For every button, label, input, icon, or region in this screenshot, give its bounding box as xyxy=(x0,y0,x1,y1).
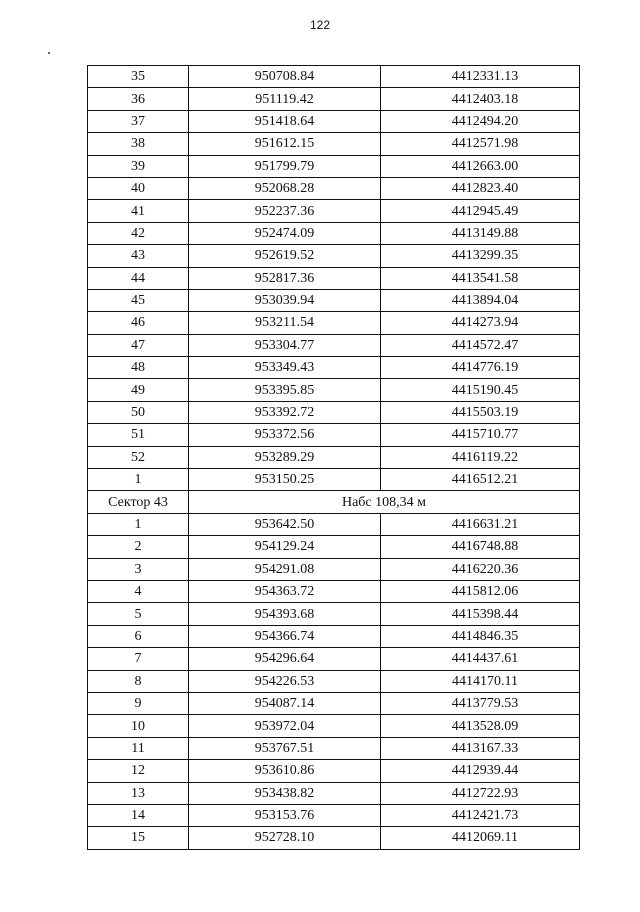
coordinate-y: 4412722.93 xyxy=(381,782,580,804)
coordinate-x: 953349.43 xyxy=(189,357,381,379)
table-row xyxy=(88,827,580,849)
coordinate-y: 4413894.04 xyxy=(381,289,580,311)
point-number: 36 xyxy=(88,88,189,110)
point-number: 38 xyxy=(88,133,189,155)
point-number: 52 xyxy=(88,446,189,468)
coordinate-y: 4413541.58 xyxy=(381,267,580,289)
table-row xyxy=(88,737,580,759)
point-number: 46 xyxy=(88,312,189,334)
coordinate-x: 953642.50 xyxy=(189,513,381,535)
coordinate-x: 952817.36 xyxy=(189,267,381,289)
coordinate-x: 953438.82 xyxy=(189,782,381,804)
coordinate-x: 952068.28 xyxy=(189,177,381,199)
coordinate-x: 952237.36 xyxy=(189,200,381,222)
point-number: 42 xyxy=(88,222,189,244)
table-row xyxy=(88,670,580,692)
coordinate-y: 4414846.35 xyxy=(381,625,580,647)
table-row xyxy=(88,289,580,311)
table-row xyxy=(88,66,580,88)
coordinate-y: 4412823.40 xyxy=(381,177,580,199)
coordinate-y: 4412494.20 xyxy=(381,110,580,132)
coordinate-x: 951612.15 xyxy=(189,133,381,155)
table-row xyxy=(88,580,580,602)
table-row xyxy=(88,133,580,155)
page-number: 122 xyxy=(309,18,331,32)
coordinate-x: 953395.85 xyxy=(189,379,381,401)
point-number: 14 xyxy=(88,804,189,826)
coordinate-y: 4412939.44 xyxy=(381,760,580,782)
coordinate-y: 4416220.36 xyxy=(381,558,580,580)
point-number: 10 xyxy=(88,715,189,737)
point-number: 39 xyxy=(88,155,189,177)
coordinate-x: 953304.77 xyxy=(189,334,381,356)
point-number: 2 xyxy=(88,536,189,558)
coordinate-x: 953767.51 xyxy=(189,737,381,759)
point-number: 13 xyxy=(88,782,189,804)
table-row xyxy=(88,625,580,647)
coordinate-y: 4414572.47 xyxy=(381,334,580,356)
coordinate-y: 4413167.33 xyxy=(381,737,580,759)
table-row xyxy=(88,334,580,356)
point-number: 43 xyxy=(88,245,189,267)
table-row xyxy=(88,312,580,334)
point-number: 8 xyxy=(88,670,189,692)
coordinate-y: 4414273.94 xyxy=(381,312,580,334)
point-number: 12 xyxy=(88,760,189,782)
point-number: 49 xyxy=(88,379,189,401)
coordinate-y: 4412663.00 xyxy=(381,155,580,177)
table-row xyxy=(88,469,580,491)
table-row xyxy=(88,177,580,199)
coordinates-table xyxy=(87,65,580,850)
coordinate-y: 4416512.21 xyxy=(381,469,580,491)
table-row xyxy=(88,424,580,446)
point-number: 3 xyxy=(88,558,189,580)
coordinate-x: 954291.08 xyxy=(189,558,381,580)
coordinate-x: 952728.10 xyxy=(189,827,381,849)
coordinate-x: 951418.64 xyxy=(189,110,381,132)
coordinate-x: 954393.68 xyxy=(189,603,381,625)
point-number: 1 xyxy=(88,513,189,535)
coordinate-y: 4412421.73 xyxy=(381,804,580,826)
coordinate-y: 4413528.09 xyxy=(381,715,580,737)
point-number: 37 xyxy=(88,110,189,132)
table-row xyxy=(88,648,580,670)
coordinate-x: 952474.09 xyxy=(189,222,381,244)
coordinate-y: 4412403.18 xyxy=(381,88,580,110)
coordinate-x: 953150.25 xyxy=(189,469,381,491)
coordinate-x: 951799.79 xyxy=(189,155,381,177)
table-row xyxy=(88,536,580,558)
coordinate-y: 4416119.22 xyxy=(381,446,580,468)
point-number: 11 xyxy=(88,737,189,759)
point-number: 7 xyxy=(88,648,189,670)
coordinate-x: 953153.76 xyxy=(189,804,381,826)
coordinate-y: 4412331.13 xyxy=(381,66,580,88)
point-number: 4 xyxy=(88,580,189,602)
coordinate-x: 954087.14 xyxy=(189,692,381,714)
coordinate-y: 4414170.11 xyxy=(381,670,580,692)
point-number: 44 xyxy=(88,267,189,289)
coordinate-x: 952619.52 xyxy=(189,245,381,267)
point-number: 1 xyxy=(88,469,189,491)
table-row xyxy=(88,357,580,379)
coordinate-y: 4413299.35 xyxy=(381,245,580,267)
coordinate-y: 4415398.44 xyxy=(381,603,580,625)
coordinate-y: 4416748.88 xyxy=(381,536,580,558)
coordinate-x: 951119.42 xyxy=(189,88,381,110)
coordinate-x: 954296.64 xyxy=(189,648,381,670)
point-number: 47 xyxy=(88,334,189,356)
coordinate-x: 953039.94 xyxy=(189,289,381,311)
table-row xyxy=(88,782,580,804)
point-number: 51 xyxy=(88,424,189,446)
coordinate-x: 953392.72 xyxy=(189,401,381,423)
point-number: 6 xyxy=(88,625,189,647)
sector-header-row xyxy=(88,491,580,513)
table-row xyxy=(88,110,580,132)
coordinate-y: 4412945.49 xyxy=(381,200,580,222)
coordinate-x: 954226.53 xyxy=(189,670,381,692)
sector-height: Набс 108,34 м xyxy=(189,491,580,513)
table-row xyxy=(88,804,580,826)
point-number: 41 xyxy=(88,200,189,222)
point-number: 48 xyxy=(88,357,189,379)
table-row xyxy=(88,88,580,110)
coordinate-y: 4413779.53 xyxy=(381,692,580,714)
coordinate-x: 953372.56 xyxy=(189,424,381,446)
point-number: 40 xyxy=(88,177,189,199)
table-row xyxy=(88,692,580,714)
table-row xyxy=(88,245,580,267)
point-number: 5 xyxy=(88,603,189,625)
coordinate-y: 4416631.21 xyxy=(381,513,580,535)
table-row xyxy=(88,200,580,222)
coordinate-x: 953289.29 xyxy=(189,446,381,468)
point-number: 9 xyxy=(88,692,189,714)
coordinates-table-body xyxy=(88,66,580,850)
point-number: 45 xyxy=(88,289,189,311)
table-row xyxy=(88,760,580,782)
coordinate-y: 4413149.88 xyxy=(381,222,580,244)
table-row xyxy=(88,513,580,535)
coordinate-y: 4414776.19 xyxy=(381,357,580,379)
table-row xyxy=(88,603,580,625)
coordinate-x: 954363.72 xyxy=(189,580,381,602)
table-row xyxy=(88,558,580,580)
coordinate-x: 953972.04 xyxy=(189,715,381,737)
table-row xyxy=(88,715,580,737)
table-row xyxy=(88,222,580,244)
table-row xyxy=(88,267,580,289)
coordinate-y: 4415710.77 xyxy=(381,424,580,446)
coordinate-y: 4415190.45 xyxy=(381,379,580,401)
coordinate-y: 4415503.19 xyxy=(381,401,580,423)
coordinate-x: 953211.54 xyxy=(189,312,381,334)
coordinate-y: 4412069.11 xyxy=(381,827,580,849)
table-row xyxy=(88,401,580,423)
sector-label: Сектор 43 xyxy=(88,491,189,513)
coordinate-x: 954129.24 xyxy=(189,536,381,558)
coordinate-y: 4414437.61 xyxy=(381,648,580,670)
table-row xyxy=(88,446,580,468)
coordinate-x: 954366.74 xyxy=(189,625,381,647)
point-number: 35 xyxy=(88,66,189,88)
table-row xyxy=(88,155,580,177)
coordinate-x: 953610.86 xyxy=(189,760,381,782)
coordinate-y: 4412571.98 xyxy=(381,133,580,155)
coordinate-x: 950708.84 xyxy=(189,66,381,88)
coordinate-y: 4415812.06 xyxy=(381,580,580,602)
point-number: 50 xyxy=(88,401,189,423)
table-row xyxy=(88,379,580,401)
scan-speck xyxy=(48,52,50,54)
point-number: 15 xyxy=(88,827,189,849)
